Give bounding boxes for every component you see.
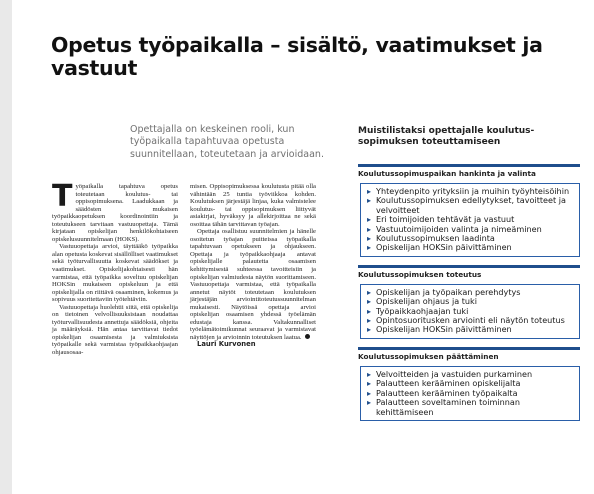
paragraph-text: Opettaja osallistuu suunnitelmien ja hänelle osoitetun työajan puitteissa työpaikalla tapahtuvaan opetukseen ja ohjaukseen. Opettaja ja työpaikkaohjaaja antavat opiskelijalle palautetta osaamisen kehittymisestä suhteessa tavoitteisiin ja opiskelijan valmiudesta näytön suorittamiseen. Vastuuopettaja varmistaa, että työpaikalla annetut näytöt toteutetaan koulutuksen järjestäjän arviointitoteutussuunnitelman mukaisesti. Näytöissä opettaja arvioi opiskelijan osaamisen yhdessä työelämän edustaja kanssa. Valtakunnalliset työelämätoimikunnat seuraavat ja varmistavat näyttöjen ja arvioinnin toteutuksen laatua. [190,228,316,341]
article-paragraph [190,228,316,341]
checklist-section [358,265,580,339]
checklist-sidebar [358,126,580,429]
list-item: ▸ Eri toimijoiden tehtävät ja vastuut [367,215,575,224]
list-item: ▸ Opiskelijan ohjaus ja tuki [367,297,575,306]
list-item: ▸ Opiskelijan HOKSin päivittäminen [367,243,575,252]
list-item: ▸ Opintosuoritusken arviointi eli näytön toteutus [367,316,575,325]
page-edge-strip [0,0,12,494]
list-item: ▸ Palautteen kerääminen työpaikalta [367,389,575,398]
list-item: ▸ Työpaikkaohjaajan tuki [367,307,575,316]
checklist-box [360,183,580,257]
article-paragraph: misen. Oppisopimuksessa koulutusta pitää olla vähintään 25 tuntia työviikkoa kohden. Koulutuksen järjestäjä linjaa, kuka valmistelee koulutus- tai oppisopimuksen liittyvät asiakirjat, hyväksyy ja allekirjoittaa ne sekä osoittaa tähän tarvittavan työajan. [190,183,316,228]
section-heading: Koulutussopimuspaikan hankinta ja valinta [358,164,580,178]
section-heading: Koulutussopimuksen toteutus [358,265,580,279]
list-item: ▸ Koulutussopimuksen laadinta [367,234,575,243]
article-column-left [52,179,178,357]
section-heading: Koulutussopimuksen päättäminen [358,347,580,361]
paragraph-text: yöpaikalla tapahtuva opetus toteutetaan koulutus- tai oppisopimuksena. Laadukkaan ja säädösten mukaisen työpaikkaopetuksen koordinointiin ja toteutukseen tarvitaan vastuuopettaja. Tämä kirjataan opiskelijan henkilökohtaiseen opiskelusuunnitelmaan (HOKS). [52,183,178,243]
list-item: ▸ Koulutussopimuksen edellytykset, tavoitteet ja velvoitteet [367,196,575,215]
article-paragraph: Vastuuopettaja arvioi, täyttääkö työpaikka alan opetusta koskevat sisällölliset vaatimukset sekä työturvallisuutta koskevat säädökset ja vaatimukset. Opiskelijakohtaisesti hän varmistaa, että työpaikka soveltuu opiskelijan HOKSin mukaiseen opiskeluun ja että opiskelijalla on riittävä osaaminen, kokemus ja sopivuus suoritettaviin työtehtäviin. [52,243,178,304]
checklist-box [360,366,580,421]
article-paragraph [52,179,178,243]
checklist-box [360,284,580,339]
list-item: ▸ Velvoitteiden ja vastuiden purkaminen [367,370,575,379]
list-item: ▸ Yhteydenpito yrityksiin ja muihin työyhteisöihin [367,187,575,196]
sidebar-title: Muistilistaksi opettajalle koulutus- sopimuksen toteuttamiseen [358,126,535,147]
article-author: Lauri Kurvonen [197,340,256,349]
article-column-right [190,183,316,349]
article-title: Opetus työpaikalla – sisältö, vaatimukset ja vastuut [51,33,543,80]
list-item: ▸ Opiskelijan HOKSin päivittäminen [367,325,575,334]
end-mark-icon [305,334,310,339]
list-item: ▸ Opiskelijan ja työpaikan perehdytys [367,288,575,297]
article-lead: Opettajalla on keskeinen rooli, kun työpaikalla tapahtuvaa opetusta suunnitellaan, toteutetaan ja arvioidaan. [130,124,324,160]
list-item: ▸ Palautteen soveltaminen toiminnan kehittämiseen [367,398,575,417]
checklist-section [358,347,580,421]
article-paragraph: Vastuuopettaja huolehtii siitä, että opiskelija on tietoinen velvollisuuksistaan noudattaa työturvallisuudesta annettuja säädöksiä, ohjeita ja määräyksiä. Hän antaa tarvittavat tiedot opiskelijan osaamisesta ja valmiuksista työpaikalle sekä varmistaa työpaikkaohjaajan ohjausosaa- [52,303,178,357]
checklist-section [358,164,580,257]
list-item: ▸ Palautteen kerääminen opiskelijalta [367,379,575,388]
list-item: ▸ Vastuutoimijoiden valinta ja nimeäminen [367,225,575,234]
drop-cap: T [52,179,73,214]
